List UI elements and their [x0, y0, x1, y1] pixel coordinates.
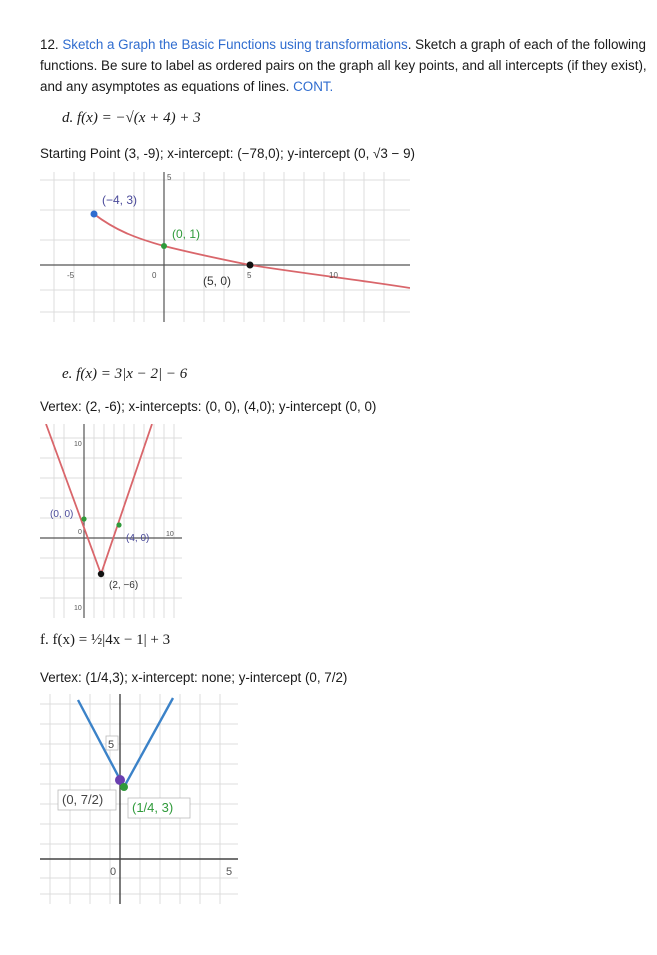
problem-intro: [40, 34, 650, 97]
graph-f-tick-origin: 0: [110, 866, 117, 878]
graph-d-tick-xm5: -5: [67, 271, 75, 280]
graph-d-tick-origin: 0: [152, 271, 157, 280]
graph-e-vertex-point: [98, 571, 104, 577]
part-e-equation: e. f(x) = 3|x − 2| − 6: [62, 366, 188, 382]
graph-e-origin-point: [81, 516, 86, 521]
graph-e-x-intercept-point: [116, 522, 121, 527]
part-d-equation: d. f(x) = −√(x + 4) + 3: [62, 110, 201, 126]
graph-d-y-intercept-point: [161, 243, 167, 249]
graph-d-label-x-intercept: (5, 0): [203, 274, 232, 288]
graph-d-tick-y5: 5: [167, 173, 172, 182]
graph-d-start-point: [91, 211, 98, 218]
graph-d-tick-x10: 10: [329, 271, 338, 280]
graph-e-label-x-intercept: (4, 0): [126, 533, 150, 544]
graph-e-tick-ym10: 10: [74, 605, 82, 612]
part-e-summary: Vertex: (2, -6); x-intercepts: (0, 0), (4,0); y-intercept (0, 0): [40, 399, 377, 414]
graph-d-x-intercept-point: [247, 262, 254, 269]
graph-e-tick-origin: 0: [78, 529, 82, 536]
part-f-summary: Vertex: (1/4,3); x-intercept: none; y-intercept (0, 7/2): [40, 670, 348, 685]
graph-e-tick-y10: 10: [74, 441, 82, 448]
graph-e: [40, 424, 182, 618]
problem-number: 12.: [40, 37, 59, 52]
problem-instructions: . Sketch a graph of each of the following functions. Be sure to label as ordered pairs on the graph all key points, and all intercepts (if they exist), and any asymptotes as equations of lines.: [40, 37, 647, 94]
part-f-equation: f. f(x) = ½|4x − 1| + 3: [40, 632, 171, 648]
graph-d-label-start: (−4, 3): [102, 193, 138, 207]
part-d-summary: Starting Point (3, -9); x-intercept: (−78,0); y-intercept (0, √3 − 9): [40, 146, 416, 161]
graph-f-tick-y5: 5: [108, 739, 115, 751]
graph-f-label-vertex: (1/4, 3): [132, 800, 174, 815]
problem-title-link[interactable]: Sketch a Graph the Basic Functions using transformations: [62, 37, 408, 52]
graph-e-label-origin: (0, 0): [50, 509, 74, 520]
graph-d-background: [40, 172, 410, 322]
graph-e-tick-x10: 10: [166, 531, 174, 538]
graph-d-label-y-intercept: (0, 1): [172, 227, 201, 241]
graph-f: [40, 694, 238, 904]
graph-d: [40, 172, 410, 322]
graph-e-label-vertex: (2, −6): [109, 580, 139, 591]
graph-f-label-y-intercept: (0, 7/2): [62, 792, 104, 807]
graph-f-tick-x5: 5: [226, 866, 233, 878]
graph-d-tick-x5: 5: [247, 271, 252, 280]
graph-f-vertex-point: [120, 783, 128, 791]
cont-link[interactable]: CONT.: [293, 79, 334, 94]
